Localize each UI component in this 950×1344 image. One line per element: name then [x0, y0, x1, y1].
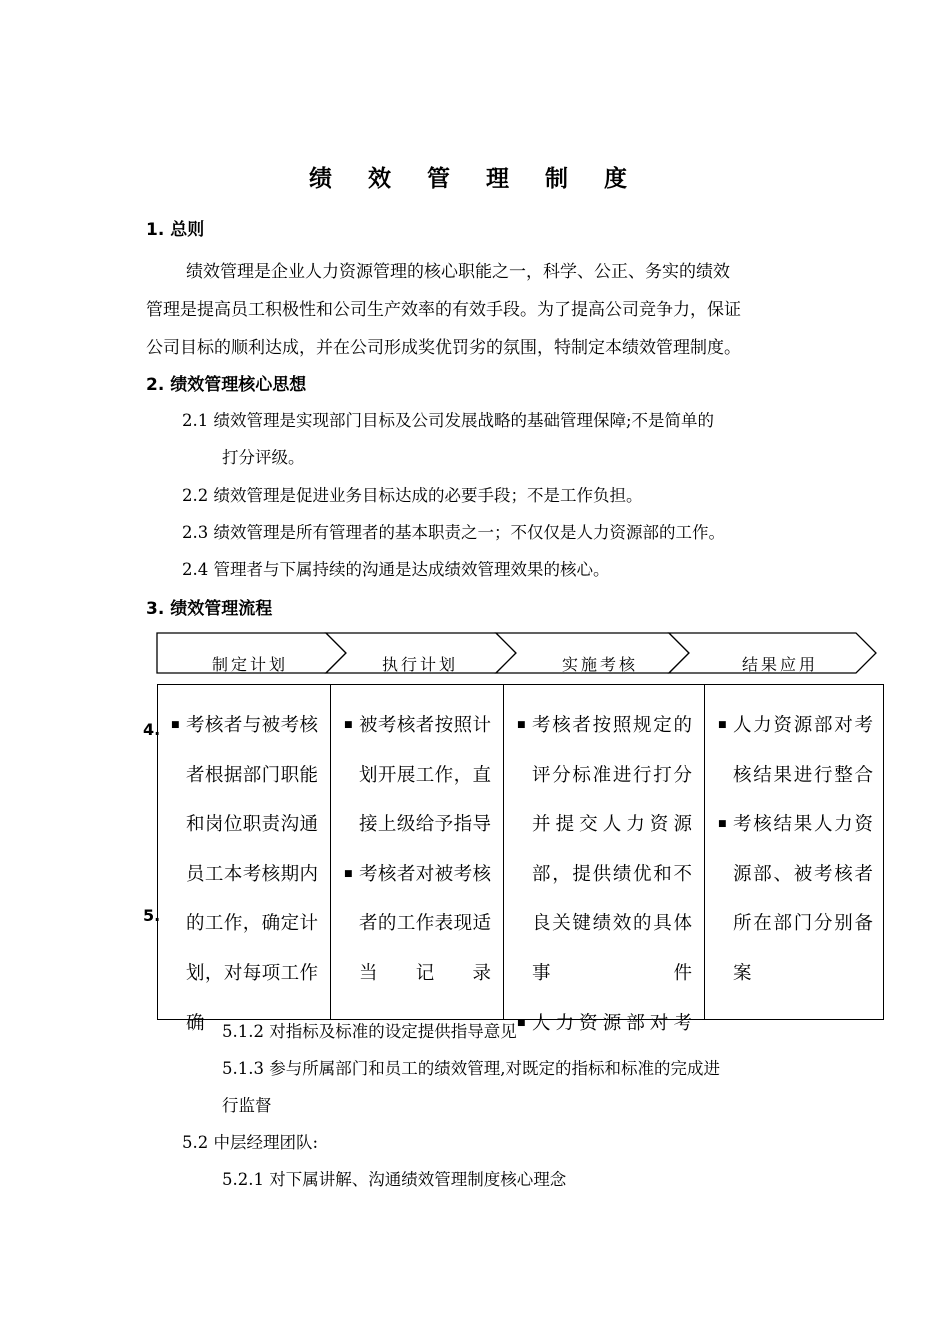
section-4-number: 4.	[143, 720, 161, 739]
square-bullet-icon: ■	[171, 720, 180, 730]
square-bullet-icon: ■	[517, 720, 526, 730]
table-column-plan	[158, 685, 330, 1034]
section-1-line-1: 绩效管理是企业人力资源管理的核心职能之一，科学、公正、务实的绩效	[186, 262, 730, 282]
table-column-apply	[704, 685, 885, 1019]
section-5-line-4: 5.2 中层经理团队:	[182, 1133, 319, 1152]
list-item: ■ 考核者按照规定的评分标准进行打分并提交人力资源部，提供绩优和不良关键绩效的具体事件	[532, 701, 692, 999]
section-1-line-2: 管理是提高员工积极性和公司生产效率的有效手段。为了提高公司竞争力，保证	[146, 300, 741, 320]
list-item: ■ 考核者与被考核者根据部门职能和岗位职责沟通员工本考核期内的工作，确定计划，对每项工作确	[186, 701, 318, 1048]
section-2-item-2: 2.2 绩效管理是促进业务目标达成的必要手段；不是工作负担。	[182, 486, 643, 505]
section-2-heading: 2. 绩效管理核心思想	[146, 375, 307, 395]
section-3-heading: 3. 绩效管理流程	[146, 599, 273, 619]
section-1-heading: 1. 总则	[146, 220, 205, 240]
section-2-item-1-cont: 打分评级。	[222, 448, 305, 467]
list-item: ■ 人力资源部对考核结果进行整合	[733, 701, 873, 800]
section-2-item-4: 2.4 管理者与下属持续的沟通是达成绩效管理效果的核心。	[182, 560, 610, 579]
table-column-execute	[330, 685, 503, 1019]
section-5-line-5: 5.2.1 对下属讲解、沟通绩效管理制度核心理念	[222, 1170, 567, 1189]
document-title: 绩 效 管 理 制 度	[308, 166, 642, 192]
list-item: ■ 人力资源部对考	[532, 999, 692, 1049]
section-5-line-1: 5.1.2 对指标及标准的设定提供指导意见	[222, 1022, 517, 1041]
section-1-line-3: 公司目标的顺利达成，并在公司形成奖优罚劣的氛围，特制定本绩效管理制度。	[146, 338, 741, 358]
square-bullet-icon: ■	[344, 720, 353, 730]
table-column-assess	[503, 685, 704, 1034]
list-item: ■ 考核结果人力资源部、被考核者所在部门分别备案	[733, 800, 873, 998]
list-item: ■ 考核者对被考核者的工作表现适当记录	[359, 850, 491, 999]
section-5-line-3: 行监督	[222, 1096, 272, 1115]
square-bullet-icon: ■	[718, 720, 727, 730]
square-bullet-icon: ■	[718, 819, 727, 830]
square-bullet-icon: ■	[344, 868, 353, 879]
section-5-number: 5.	[143, 906, 161, 925]
square-bullet-icon: ■	[517, 1017, 526, 1028]
step-2-label: 执行计划	[381, 655, 458, 674]
section-5-line-2: 5.1.3 参与所属部门和员工的绩效管理,对既定的指标和标准的完成进	[222, 1059, 720, 1078]
step-4-label: 结果应用	[741, 655, 818, 674]
list-item: ■ 被考核者按照计划开展工作，直接上级给予指导	[359, 701, 491, 850]
section-2-item-3: 2.3 绩效管理是所有管理者的基本职责之一；不仅仅是人力资源部的工作。	[182, 523, 725, 542]
step-3-label: 实施考核	[561, 655, 638, 674]
step-1-label: 制定计划	[211, 655, 288, 674]
section-2-item-1: 2.1 绩效管理是实现部门目标及公司发展战略的基础管理保障;不是简单的	[182, 411, 715, 430]
